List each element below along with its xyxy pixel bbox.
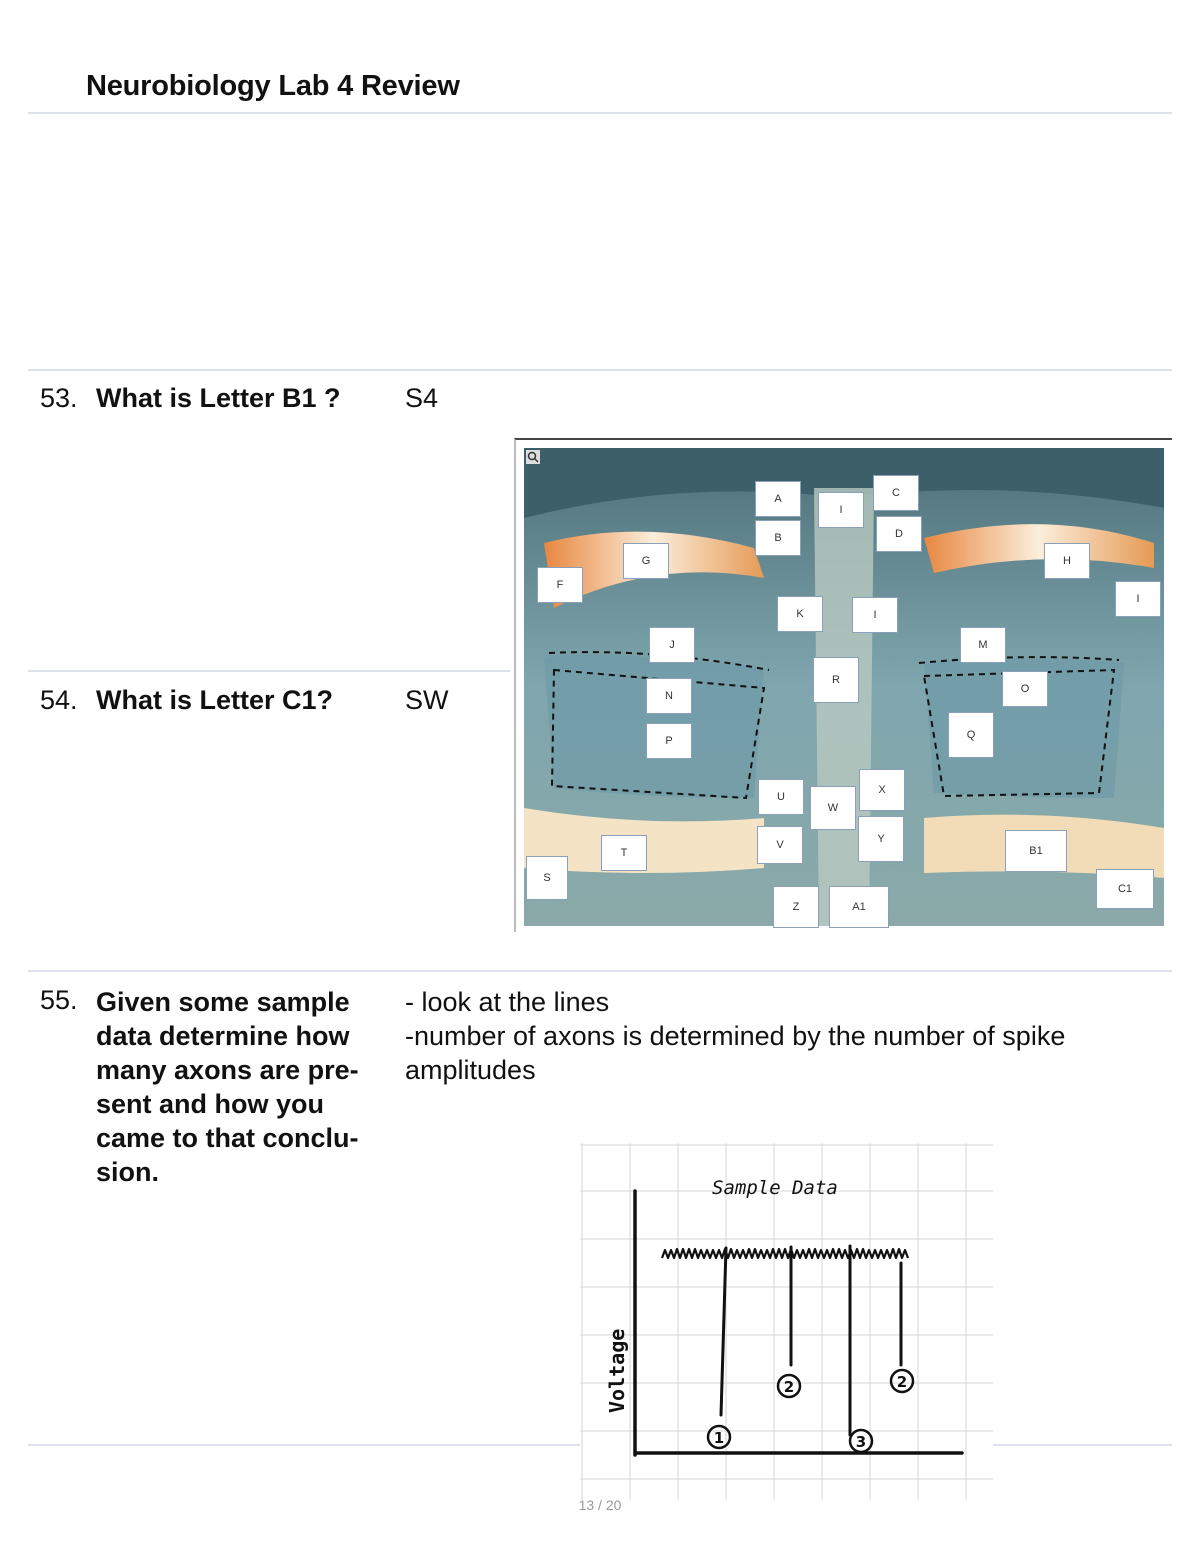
question-text-line: Given some sample bbox=[96, 987, 350, 1017]
divider bbox=[28, 970, 1172, 972]
specimen-label: N bbox=[646, 678, 692, 714]
question-number: 53. bbox=[40, 383, 78, 413]
specimen-label: Z bbox=[773, 886, 819, 928]
answer-line: - look at the lines bbox=[405, 987, 610, 1017]
specimen-label: X bbox=[859, 769, 905, 811]
specimen-label: O bbox=[1002, 671, 1048, 707]
specimen-label: M bbox=[960, 627, 1006, 663]
question-text-line: came to that conclu- bbox=[96, 1123, 359, 1153]
answer-text: S4 bbox=[405, 383, 439, 413]
question-number: 54. bbox=[40, 685, 78, 715]
question-text-line: sent and how you bbox=[96, 1089, 325, 1119]
question-text-line: many axons are pre- bbox=[96, 1055, 359, 1085]
question-text bbox=[96, 985, 396, 1189]
specimen-label: D bbox=[876, 516, 922, 552]
question-text: What is Letter C1? bbox=[96, 685, 334, 715]
specimen-label: Y bbox=[858, 816, 904, 862]
specimen-label: P bbox=[646, 723, 692, 759]
question-number: 55. bbox=[40, 985, 78, 1015]
specimen-label: W bbox=[810, 786, 856, 830]
specimen-label: B bbox=[755, 520, 801, 556]
specimen-label: R bbox=[813, 657, 859, 703]
specimen-label: U bbox=[758, 779, 804, 815]
answer-text bbox=[405, 985, 1175, 1087]
specimen-label: S bbox=[526, 856, 568, 900]
answer-text: SW bbox=[405, 685, 449, 715]
specimen-label: Q bbox=[948, 712, 994, 758]
question-text: What is Letter B1 ? bbox=[96, 383, 341, 413]
specimen-label: I bbox=[818, 492, 864, 528]
svg-text:1: 1 bbox=[713, 1429, 725, 1447]
svg-text:3: 3 bbox=[855, 1433, 867, 1451]
answer-line: amplitudes bbox=[405, 1055, 536, 1085]
answer-line: -number of axons is determined by the number of spike bbox=[405, 1021, 1066, 1051]
specimen-label: V bbox=[757, 826, 803, 864]
specimen-label: B1 bbox=[1005, 830, 1067, 872]
graph-ylabel: Voltage bbox=[605, 1328, 629, 1413]
specimen-label: C bbox=[873, 475, 919, 511]
specimen-label: A1 bbox=[829, 886, 889, 928]
specimen-label: T bbox=[601, 835, 647, 871]
specimen-label: K bbox=[777, 596, 823, 632]
page-title: Neurobiology Lab 4 Review bbox=[86, 70, 460, 102]
specimen-label: I bbox=[1115, 581, 1161, 617]
specimen-label: H bbox=[1044, 543, 1090, 579]
question-text-line: sion. bbox=[96, 1157, 160, 1187]
svg-text:2: 2 bbox=[783, 1378, 795, 1396]
graph-title: Sample Data bbox=[712, 1177, 838, 1199]
question-text-line: data determine how bbox=[96, 1021, 350, 1051]
page-number: 13 / 20 bbox=[578, 1497, 622, 1513]
divider bbox=[28, 112, 1172, 114]
sample-data-graph bbox=[580, 1143, 993, 1500]
svg-text:2: 2 bbox=[896, 1373, 908, 1391]
divider bbox=[28, 670, 510, 672]
zoom-icon[interactable] bbox=[526, 450, 540, 464]
specimen-label: F bbox=[537, 567, 583, 603]
specimen-label: J bbox=[649, 627, 695, 663]
specimen-label: I bbox=[852, 597, 898, 633]
specimen-label: C1 bbox=[1096, 869, 1154, 909]
specimen-label: G bbox=[623, 543, 669, 579]
divider bbox=[28, 369, 1172, 371]
specimen-label: A bbox=[755, 481, 801, 517]
